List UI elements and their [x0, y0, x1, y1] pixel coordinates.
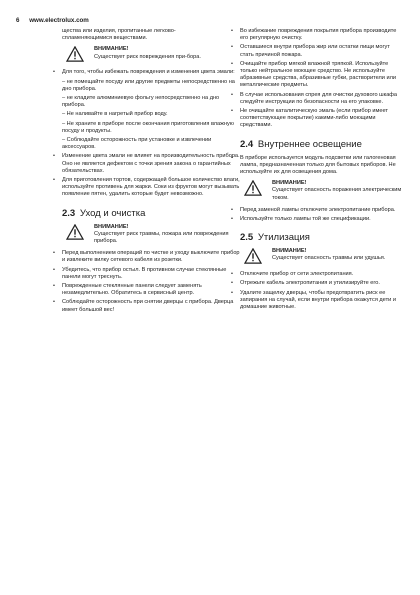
- list-item: • Убедитесь, что прибор остыл. В противном случае стеклянные панели могут треснуть.: [62, 267, 242, 281]
- warning-title: ВНИМАНИЕ!: [272, 248, 307, 255]
- list-item: – Не храните в приборе после окончания приготовления влажную посуду и продукты.: [62, 120, 234, 134]
- warning-text: Существует опасность травмы или удушья.: [272, 255, 386, 262]
- list-item: • Отрежьте кабель электропитания и утилизируйте его.: [240, 280, 405, 287]
- section-number: 2.3: [62, 207, 76, 219]
- left-column: [62, 28, 242, 316]
- bullet-list: [62, 69, 242, 198]
- section-title: Утилизация: [257, 232, 310, 244]
- warning-box: [62, 224, 242, 246]
- section-heading: [240, 139, 405, 151]
- list-item: • Используйте только лампы той же спецификации.: [240, 216, 405, 223]
- intro-line: спламеняющимися веществами.: [62, 35, 148, 42]
- right-column: [240, 28, 405, 313]
- section-title: Уход и очистка: [79, 207, 146, 219]
- list-item: • Не очищайте каталитическую эмаль (если прибор имеет соответствующее покрытие) какими-либо моющими средствами.: [240, 108, 405, 130]
- section-heading: [62, 208, 242, 220]
- list-item: • Для приготовления тортов, содержащей большое количество влаги, используйте противень для жарки. Соки из фруктов могут вызывать появление пятен, удалить которые будет невозможно.: [62, 177, 242, 199]
- bullet-list: [62, 250, 242, 314]
- list-item: • Для того, чтобы избежать повреждения и изменения цвета эмали:: [62, 69, 242, 76]
- section-heading: [240, 232, 405, 244]
- warning-triangle-icon: [66, 224, 84, 240]
- list-item: • Изменение цвета эмали не влияет на производительность прибора. Оно не является дефектом с точки зрения закона о гарантийных обязательствах.: [62, 153, 242, 175]
- list-item: – Соблюдайте осторожность при установке и извлечении аксессуаров.: [62, 137, 212, 151]
- section-number: 2.5: [240, 232, 254, 244]
- list-item: • В приборе используется модуль подсветки или галогеновая лампа, предназначенная только для бытовых приборов. Не используйте их для освещения дома.: [240, 155, 405, 177]
- section-number: 2.4: [240, 138, 254, 150]
- page-header: [16, 17, 89, 24]
- warning-title: ВНИМАНИЕ!: [272, 180, 307, 187]
- bullet-list: [240, 155, 405, 177]
- intro-line: щества или изделия, пропитанные легково-: [62, 28, 176, 34]
- warning-title: ВНИМАНИЕ!: [94, 46, 129, 53]
- list-item: • Перед заменой лампы отключите электропитание прибора.: [240, 207, 405, 214]
- bullet-list: [240, 207, 405, 223]
- page-number: 6: [16, 17, 20, 24]
- warning-text: Существует риск повреждения при-бора.: [94, 53, 201, 60]
- list-item: • Во избежание повреждения покрытия прибора производите его регулярную очистку.: [240, 28, 405, 42]
- warning-triangle-icon: [244, 248, 262, 264]
- list-item: – не кладите алюминиевую фольгу непосредственно на дно прибора.: [62, 95, 220, 109]
- list-item: – не помещайте посуду или другие предметы непосредственно на дно прибора.: [62, 78, 235, 92]
- warning-text: Существует опасность поражения электрическим током.: [272, 187, 402, 201]
- list-item: • Оставшиеся внутри прибора жир или остатки пищи могут стать причиной пожара.: [240, 44, 405, 58]
- warning-title: ВНИМАНИЕ!: [94, 223, 129, 230]
- site-url: www.electrolux.com: [29, 17, 89, 24]
- list-item: • Удалите защелку дверцы, чтобы предотвратить риск ее запирания на случай, если внутри прибора окажутся дети и домашние животные.: [240, 290, 405, 312]
- list-item: • Отключите прибор от сети электропитания.: [240, 271, 405, 278]
- warning-text: Существует риск травмы, пожара или повреждения прибора.: [94, 230, 229, 245]
- list-item: – Не наливайте в нагретый прибор воду.: [62, 111, 168, 118]
- list-item: • В случае использования спрея для очистки духового шкафа следуйте инструкции по безопасности на его упаковке.: [240, 92, 405, 106]
- warning-triangle-icon: [66, 46, 84, 62]
- list-item: • Поврежденные стеклянные панели следует заменять незамедлительно. Обратитесь в сервисный центр.: [62, 283, 242, 297]
- bullet-list: [240, 271, 405, 311]
- bullet-list: [240, 28, 405, 130]
- list-item: • Очищайте прибор мягкой влажной тряпкой. Используйте только нейтральное моющее средство. Не используйте абразивные средства, абразивные губки, растворители или металлические предметы.: [240, 61, 405, 90]
- warning-box: [240, 248, 405, 266]
- section-title: Внутреннее освещение: [257, 138, 362, 150]
- warning-triangle-icon: [244, 180, 262, 196]
- warning-box: [240, 180, 405, 202]
- list-item: • Соблюдайте осторожность при снятии дверцы с прибора. Дверца имеет большой вес!: [62, 299, 242, 313]
- warning-box: [62, 46, 242, 64]
- list-item: • Перед выполнением операций по чистке и уходу выключите прибор и извлеките вилку сетевого кабеля из розетки.: [62, 250, 242, 264]
